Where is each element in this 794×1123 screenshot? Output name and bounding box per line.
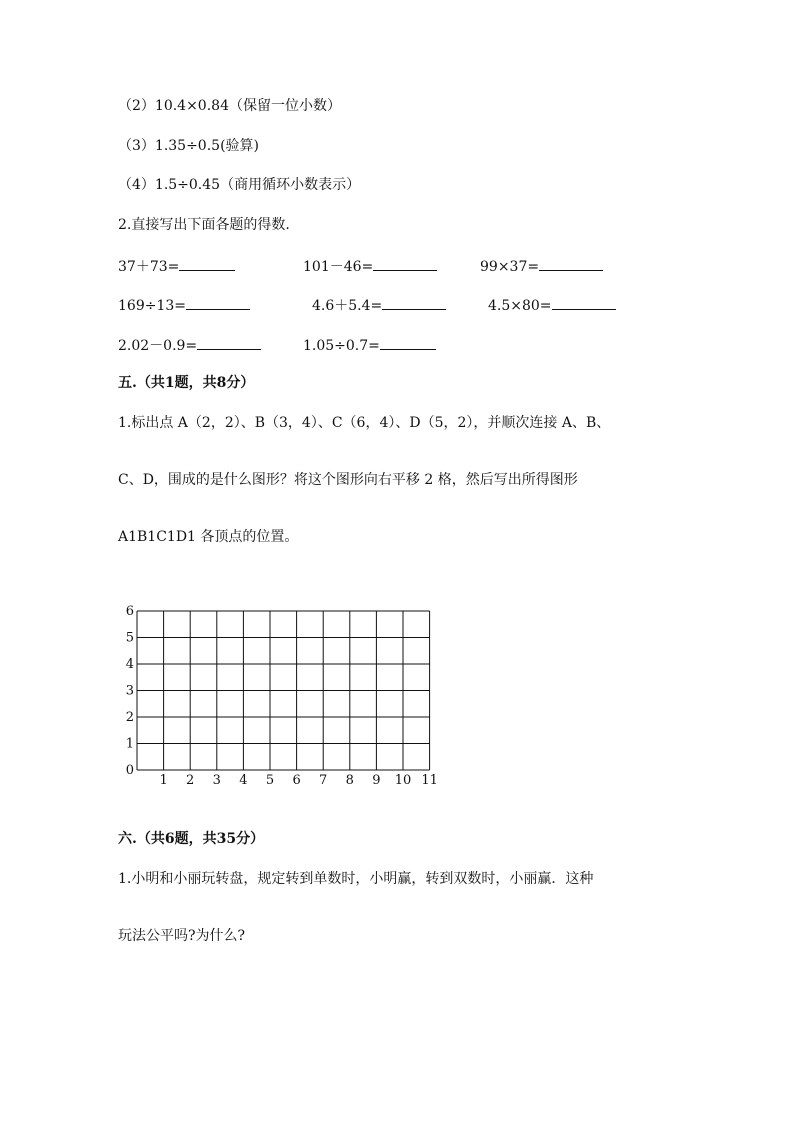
y-tick-label: 0 — [125, 763, 134, 778]
y-tick-label: 5 — [125, 630, 134, 646]
x-tick-label: 7 — [319, 773, 328, 788]
x-tick-label: 6 — [292, 773, 301, 788]
x-tick-label: 2 — [186, 773, 195, 788]
answer-blank[interactable] — [380, 335, 436, 350]
coordinate-grid[interactable] — [118, 600, 458, 800]
grid-canvas — [118, 600, 458, 800]
answer-blank[interactable] — [382, 295, 446, 310]
mental-math-item — [118, 335, 261, 356]
mental-math-item — [118, 256, 235, 277]
answer-blank[interactable] — [197, 335, 261, 350]
expression: 37＋73= — [118, 259, 180, 275]
x-tick-label: 9 — [372, 773, 381, 788]
x-tick-label: 11 — [421, 773, 438, 788]
x-tick-label: 10 — [394, 773, 412, 788]
mental-math-item — [312, 295, 446, 316]
y-tick-label: 4 — [125, 657, 134, 672]
section-5-question-line-1: 1.标出点 A（2，2）、B（3，4）、C（6，4）、D（5，2），并顺次连接 A、B、 — [118, 415, 611, 431]
sub-question-3: （3）1.35÷0.5(验算) — [118, 138, 259, 154]
expression: 101－46= — [303, 259, 374, 275]
mental-math-item — [303, 256, 437, 277]
expression: 4.5×80= — [488, 298, 552, 314]
sub-question-4: （4）1.5÷0.45（商用循环小数表示） — [118, 177, 361, 193]
expression: 4.6＋5.4= — [312, 298, 383, 314]
question-2-heading: 2.直接写出下面各题的得数. — [118, 217, 290, 233]
mental-math-item — [118, 295, 250, 316]
y-tick-label: 1 — [125, 736, 134, 752]
answer-blank[interactable] — [186, 295, 250, 310]
x-tick-label: 8 — [345, 773, 354, 788]
y-tick-label: 2 — [125, 710, 134, 725]
x-tick-label: 4 — [239, 773, 248, 788]
section-5-heading: 五.（共1题，共8分） — [118, 375, 255, 391]
x-tick-label: 3 — [212, 773, 221, 788]
y-tick-label: 3 — [125, 683, 134, 699]
expression: 1.05÷0.7= — [303, 338, 380, 354]
section-6-question-line-1: 1.小明和小丽玩转盘，规定转到单数时，小明赢，转到双数时，小丽赢．这种 — [118, 871, 594, 887]
section-6-question-line-2: 玩法公平吗?为什么? — [118, 928, 246, 944]
section-5-question-line-2: C、D，围成的是什么图形？将这个图形向右平移 2 格，然后写出所得图形 — [118, 472, 578, 488]
answer-blank[interactable] — [373, 256, 437, 271]
answer-blank[interactable] — [552, 295, 616, 310]
expression: 2.02－0.9= — [118, 338, 198, 354]
x-tick-label: 5 — [265, 773, 275, 788]
expression: 99×37= — [480, 259, 540, 275]
expression: 169÷13= — [118, 298, 186, 314]
sub-question-2: （2）10.4×0.84（保留一位小数） — [118, 98, 341, 114]
answer-blank[interactable] — [179, 256, 235, 271]
mental-math-item — [303, 335, 436, 356]
mental-math-item — [480, 256, 603, 277]
answer-blank[interactable] — [539, 256, 603, 271]
section-6-heading: 六.（共6题，共35分） — [118, 831, 265, 847]
mental-math-item — [488, 295, 616, 316]
section-5-question-line-3: A1B1C1D1 各顶点的位置。 — [118, 529, 299, 545]
y-tick-label: 6 — [125, 604, 134, 619]
x-tick-label: 1 — [159, 773, 168, 788]
